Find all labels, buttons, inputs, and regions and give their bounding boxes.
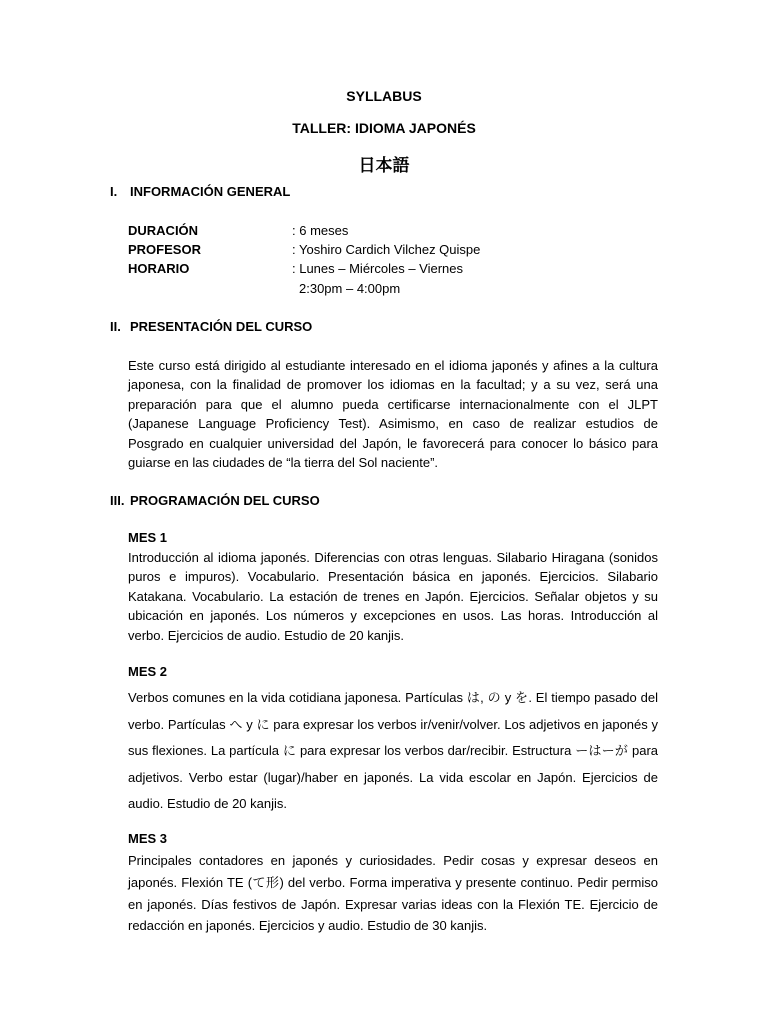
section-heading-program [110, 493, 320, 508]
document-title: SYLLABUS [346, 88, 422, 104]
month-title: MES 1 [128, 530, 168, 545]
section-number: I. [110, 184, 118, 199]
info-label: HORARIO [128, 261, 190, 276]
info-value: : Yoshiro Cardich Vilchez Quispe [292, 242, 481, 257]
section-title: PROGRAMACIÓN DEL CURSO [130, 493, 320, 508]
document-kanji-title: 日本語 [358, 156, 410, 175]
section-heading-presentation [110, 319, 312, 334]
info-value: : Lunes – Miércoles – Viernes [292, 261, 464, 276]
info-label: PROFESOR [128, 242, 201, 257]
month-description: Principales contadores en japonés y curiosidades. Pedir cosas y expresar deseos en japonés. Flexión TE (て形) del verbo. Forma imperativa y presente continuo. Pedir permiso en japonés. Días festivos de Japón. Expresar varias ideas con la Flexión TE. Ejercicio de redacción en japonés. Ejercicios y audio. Estudio de 30 kanjis. [128, 853, 658, 934]
section-title: INFORMACIÓN GENERAL [130, 184, 291, 199]
section-number: II. [110, 319, 121, 334]
section-heading-info [110, 184, 290, 199]
document-subtitle: TALLER: IDIOMA JAPONÉS [292, 120, 476, 136]
info-label: DURACIÓN [128, 223, 199, 238]
section-number: III. [110, 493, 125, 508]
presentation-paragraph: Este curso está dirigido al estudiante interesado en el idioma japonés y afines a la cultura japonesa, con la finalidad de promover los idiomas en la facultad; y a su vez, será una preparación para que el alumno pueda certificarse internacionalmente con el JLPT (Japanese Language Proficiency Test). Asimismo, en caso de realizar estudios de Posgrado en cualquier universidad del Japón, le favorecerá para conocer lo básico para guiarse en las ciudades de “la tierra del Sol naciente”. [128, 358, 658, 471]
info-value: : 6 meses [292, 223, 349, 238]
month-description: Verbos comunes en la vida cotidiana japonesa. Partículas は, の y を. El tiempo pasado del verbo. Partículas へ y に para expresar los verbos ir/venir/volver. Los adjetivos en japonés y sus flexiones. La partícula に para expresar los verbos dar/recibir. Estructura ーはーが para adjetivos. Verbo estar (lugar)/haber en japonés. La vida escolar en Japón. Ejercicios de audio. Estudio de 20 kanjis. [128, 690, 658, 812]
month-title: MES 3 [128, 831, 168, 846]
info-value: 2:30pm – 4:00pm [299, 281, 401, 296]
month-description: Introducción al idioma japonés. Diferencias con otras lenguas. Silabario Hiragana (sonidos puros e impuros). Vocabulario. Presentación básica en japonés. Ejercicios. Silabario Katakana. Vocabulario. La estación de trenes en Japón. Ejercicios. Señalar objetos y su ubicación en japonés. Los números y excepciones en usos. Las horas. Introducción al verbo. Ejercicios de audio. Estudio de 20 kanjis. [128, 550, 658, 643]
month-title: MES 2 [128, 664, 168, 679]
section-title: PRESENTACIÓN DEL CURSO [130, 319, 313, 334]
